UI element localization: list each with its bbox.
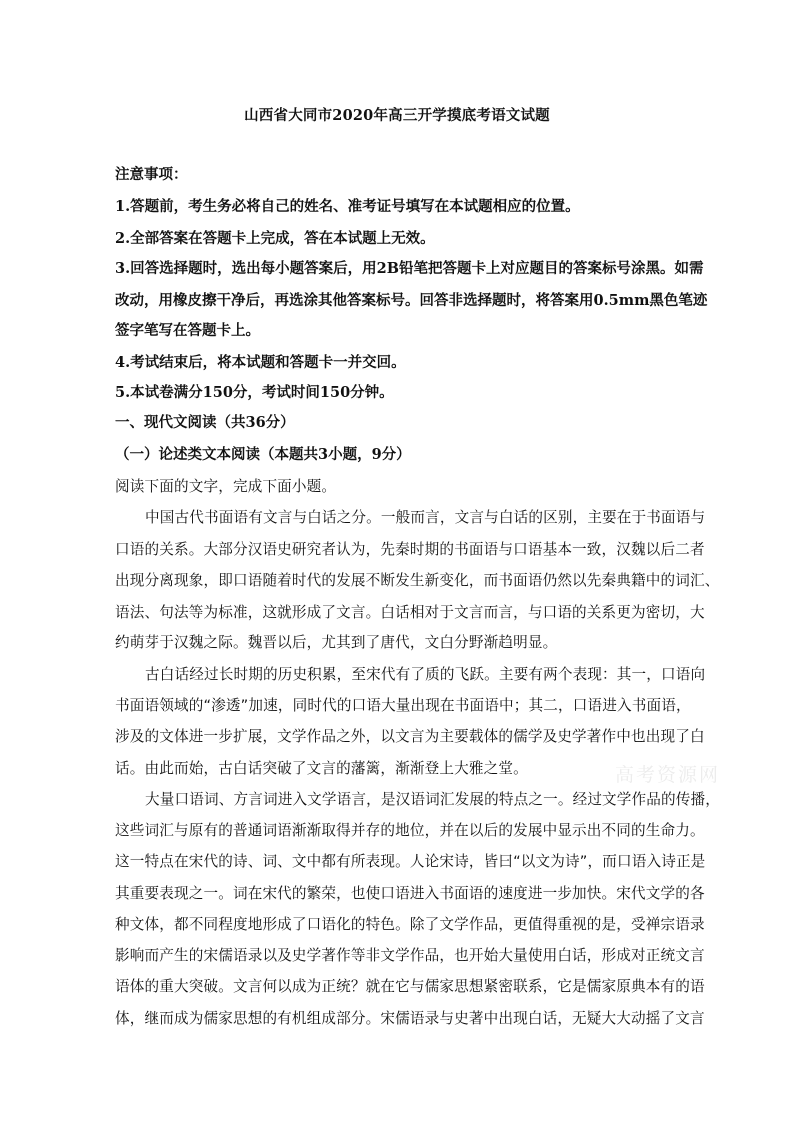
notice-item: 4.考试结束后，将本试题和答题卡一并交回。 bbox=[115, 354, 406, 371]
notice-item: 1.答题前，考生务必将自己的姓名、准考证号填写在本试题相应的位置。 bbox=[115, 198, 580, 215]
paragraph-line: 约萌芽于汉魏之际。魏晋以后，尤其到了唐代，文白分野渐趋明显。 bbox=[115, 634, 558, 651]
paragraph-line: 大量口语词、方言词进入文学语言，是汉语词汇发展的特点之一。经过文学作品的传播， bbox=[145, 791, 721, 808]
paragraph-line: 体，继而成为儒家思想的有机组成部分。宋儒语录与史著中出现白话，无疑大大动摇了文言 bbox=[115, 1010, 705, 1027]
paragraph-line: 话。由此而始，古白话突破了文言的藩篱，渐渐登上大雅之堂。 bbox=[115, 760, 528, 777]
notice-item: 2.全部答案在答题卡上完成，答在本试题上无效。 bbox=[115, 230, 435, 247]
paragraph-line: 其重要表现之一。词在宋代的繁荣，也使口语进入书面语的速度进一步加快。宋代文学的各 bbox=[115, 885, 705, 902]
paragraph-line: 出现分离现象，即口语随着时代的发展不断发生新变化，而书面语仍然以先秦典籍中的词汇、 bbox=[115, 572, 720, 589]
paragraph-line: 书面语领域的“渗透”加速，同时代的口语大量出现在书面语中；其二，口语进入书面语， bbox=[115, 697, 691, 714]
paragraph-line: 这些词汇与原有的普通词语渐渐取得并存的地位，并在以后的发展中显示出不同的生命力。 bbox=[115, 822, 705, 839]
paragraph-line: 涉及的文体进一步扩展，文学作品之外，以文言为主要载体的儒学及史学著作中也出现了白 bbox=[115, 728, 705, 745]
notice-item: 签字笔写在答题卡上。 bbox=[115, 322, 260, 339]
notice-item: 改动，用橡皮擦干净后，再选涂其他答案标号。回答非选择题时，将答案用0.5mm黑色笔迹 bbox=[115, 292, 708, 309]
paragraph-line: 语体的重大突破。文言何以成为正统？就在它与儒家思想紧密联系，它是儒家原典本有的语 bbox=[115, 978, 705, 995]
paragraph-line: 影响而产生的宋儒语录以及史学著作等非文学作品，也开始大量使用白话，形成对正统文言 bbox=[115, 947, 705, 964]
paragraph-line: 种文体，都不同程度地形成了口语化的特色。除了文学作品，更值得重视的是，受禅宗语录 bbox=[115, 916, 705, 933]
paragraph-line: 中国古代书面语有文言与白话之分。一般而言，文言与白话的区别，主要在于书面语与 bbox=[145, 509, 706, 526]
subsection-heading: （一）论述类文本阅读（本题共3小题，9分） bbox=[115, 446, 411, 463]
paragraph-line: 语法、句法等为标准，这就形成了文言。白话相对于文言而言，与口语的关系更为密切，大 bbox=[115, 604, 705, 621]
paragraph-line: 古白话经过长时期的历史积累，至宋代有了质的飞跃。主要有两个表现：其一，口语向 bbox=[145, 666, 706, 683]
document-title: 山西省大同市2020年高三开学摸底考语文试题 bbox=[244, 107, 550, 124]
notice-item: 5.本试卷满分150分，考试时间150分钟。 bbox=[115, 384, 394, 401]
paragraph-line: 口语的关系。大部分汉语史研究者认为，先秦时期的书面语与口语基本一致，汉魏以后二者 bbox=[115, 541, 705, 558]
instruction-text: 阅读下面的文字，完成下面小题。 bbox=[115, 478, 337, 495]
paragraph-line: 这一特点在宋代的诗、词、文中都有所表现。人论宋诗，皆曰“以文为诗”，而口语入诗正是 bbox=[115, 853, 706, 870]
section-heading: 一、现代文阅读（共36分） bbox=[115, 414, 295, 431]
notice-item: 3.回答选择题时，选出每小题答案后，用2B铅笔把答题卡上对应题目的答案标号涂黑。如需 bbox=[115, 260, 704, 277]
notice-heading: 注意事项： bbox=[115, 166, 188, 183]
watermark: 高考资源网 bbox=[615, 764, 721, 786]
